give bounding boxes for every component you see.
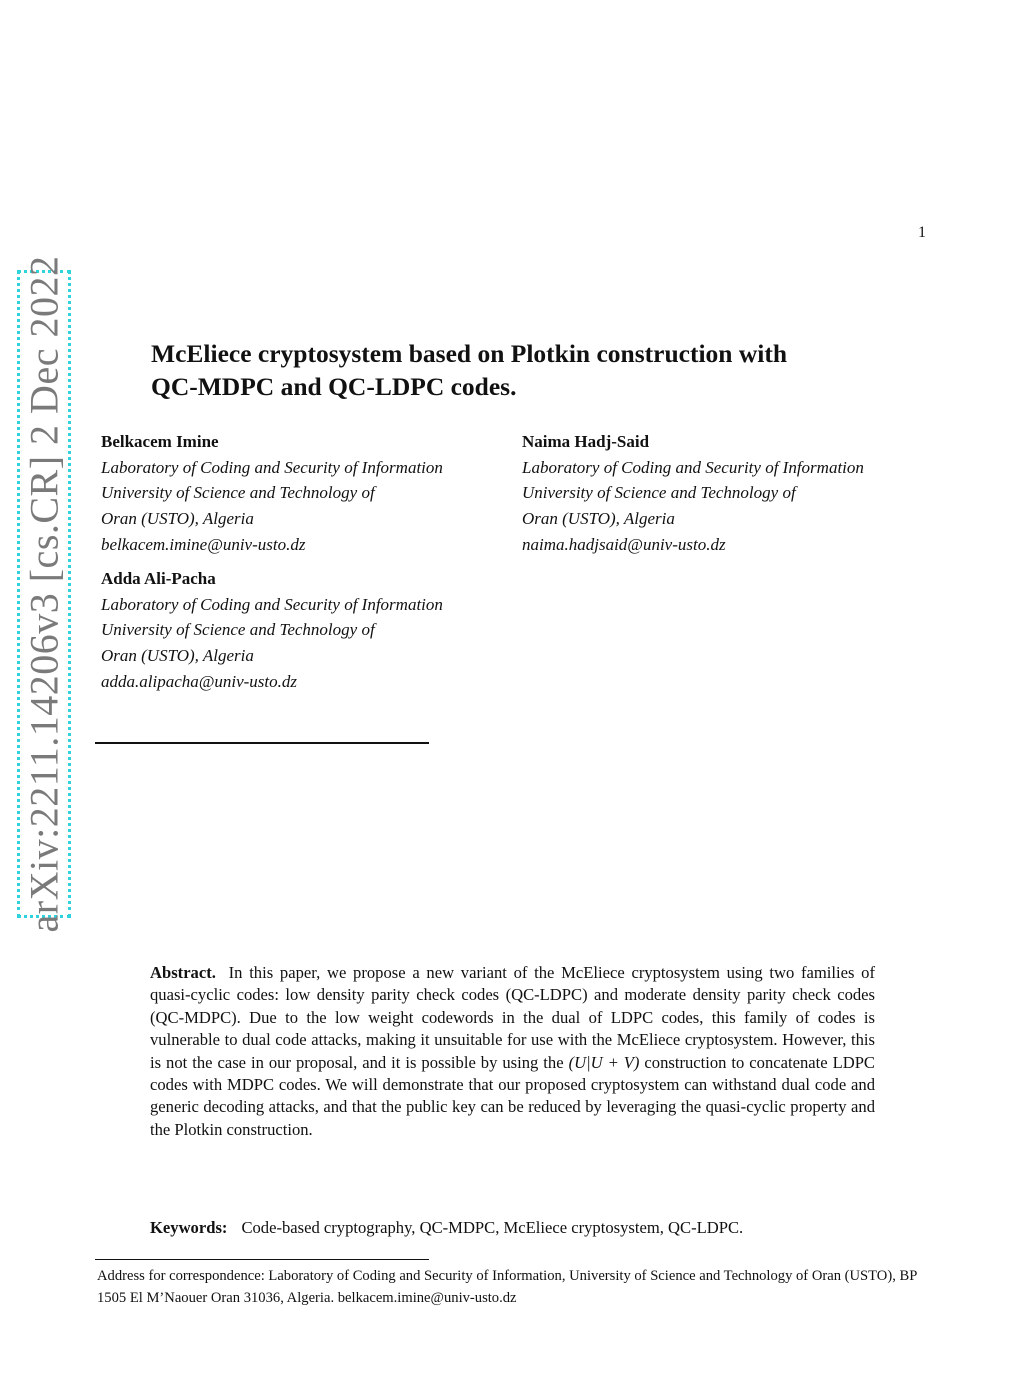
author-email[interactable]: naima.hadjsaid@univ-usto.dz: [522, 534, 726, 554]
divider-rule: [95, 742, 429, 744]
abstract-math: (U|U + V): [568, 1052, 640, 1072]
abstract-label: Abstract.: [150, 963, 216, 982]
paper-title: [151, 337, 871, 403]
title-line-2: QC-MDPC and QC-LDPC codes.: [151, 372, 517, 401]
author-email[interactable]: adda.alipacha@univ-usto.dz: [101, 671, 298, 691]
keywords: [150, 1218, 743, 1238]
author-email[interactable]: belkacem.imine@univ-usto.dz: [101, 534, 306, 554]
arxiv-stamp[interactable]: arXiv:2211.14206v3 [cs.CR] 2 Dec 2022: [21, 255, 67, 933]
author-block-ali-pacha: [101, 566, 443, 695]
author-name: Adda Ali-Pacha: [101, 569, 216, 588]
author-affiliation: University of Science and Technology of: [101, 483, 375, 503]
author-affiliation: Oran (USTO), Algeria: [101, 646, 254, 666]
keywords-text: Code-based cryptography, QC-MDPC, McEliece cryptosystem, QC-LDPC.: [241, 1218, 744, 1237]
keywords-label: Keywords:: [150, 1218, 228, 1237]
author-affiliation: Laboratory of Coding and Security of Information: [522, 457, 864, 477]
author-affiliation: Oran (USTO), Algeria: [101, 509, 254, 529]
title-line-1: McEliece cryptosystem based on Plotkin construction with: [151, 339, 788, 368]
author-name: Belkacem Imine: [101, 432, 219, 451]
abstract-text-continued: construction to concatenate LDPC codes with MDPC codes. We will demonstrate that our proposed cryptosystem can withstand dual code and generic decoding attacks, and that the public key can be reduced by leveraging the quasi-cyclic property and the Plotkin construction.: [150, 1052, 876, 1139]
author-affiliation: Oran (USTO), Algeria: [522, 509, 675, 529]
author-block-imine: [101, 429, 443, 558]
author-affiliation: University of Science and Technology of: [522, 483, 796, 503]
author-affiliation: Laboratory of Coding and Security of Information: [101, 457, 443, 477]
author-affiliation: Laboratory of Coding and Security of Information: [101, 594, 443, 614]
abstract: [150, 962, 875, 1141]
footnote-rule: [95, 1259, 429, 1260]
author-block-hadj-said: [522, 429, 864, 558]
author-affiliation: University of Science and Technology of: [101, 620, 375, 640]
page-number: 1: [918, 224, 926, 241]
footnote: Address for correspondence: Laboratory of Coding and Security of Information, University of Science and Technology of Oran (USTO), BP 1505 El M’Naouer Oran 31036, Algeria. belkacem.imine@univ-usto.dz: [97, 1268, 917, 1306]
abstract-text: In this paper, we propose a new variant of the McEliece cryptosystem using two families of quasi-cyclic codes: low density parity check codes (QC-LDPC) and moderate density parity check codes (QC-MDPC). Due to the low weight codewords in the dual of LDPC codes, this family of codes is vulnerable to dual code attacks, making it unsuitable for use with the McEliece cryptosystem. However, this is not the case in our proposal, and it is possible by using the: [150, 963, 875, 1072]
author-name: Naima Hadj-Said: [522, 432, 650, 451]
